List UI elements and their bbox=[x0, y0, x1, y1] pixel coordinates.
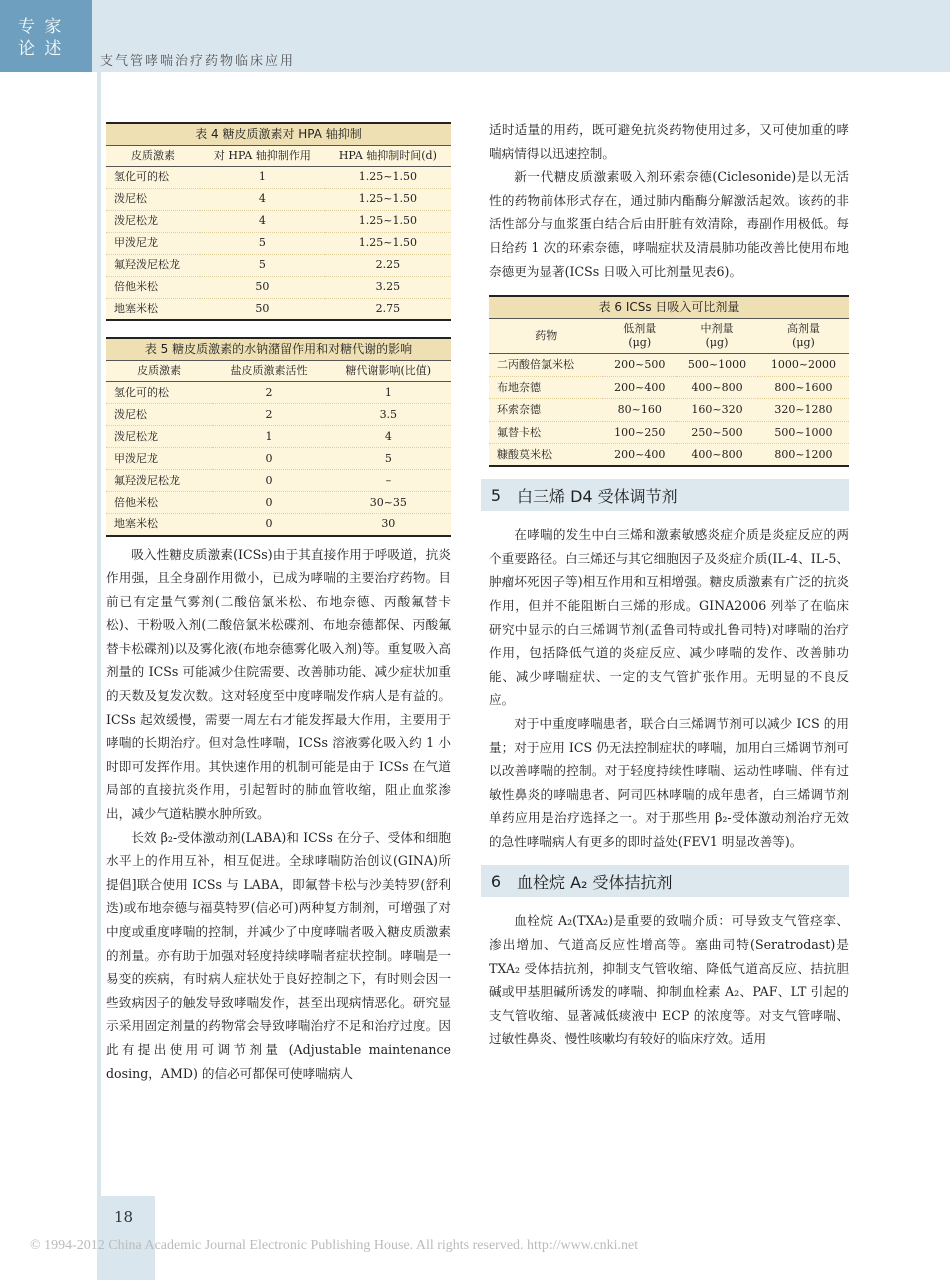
table-5-cell: 2 bbox=[212, 382, 325, 404]
table-4-cell: 1.25~1.50 bbox=[325, 188, 451, 210]
table-5-row bbox=[106, 448, 451, 470]
table-4-header: 对 HPA 轴抑制作用 bbox=[200, 146, 325, 167]
table-5-cell: 1 bbox=[326, 382, 451, 404]
badge-line-2: 论 述 bbox=[18, 39, 64, 59]
table-5-cell: 泼尼松 bbox=[106, 404, 212, 426]
table-6-cell: 糠酸莫米松 bbox=[489, 444, 603, 467]
paragraph: 新一代糖皮质激素吸入剂环索奈德(Ciclesonide)是以无活性的药物前体形式存在，通过肺内酯酶分解激活起效。该药的非活性部分与血浆蛋白结合后由肝脏有效清除，毒副作用极低。每日给药 1 次的环索奈德，哮喘症状及清晨肺功能改善比使用布地奈德更为显著(ICSs 日吸入可比剂量见表6)。 bbox=[489, 169, 849, 279]
table-6-cell: 800~1600 bbox=[758, 376, 849, 399]
table-5-cell: 4 bbox=[326, 426, 451, 448]
table-6-cell: 800~1200 bbox=[758, 444, 849, 467]
paragraph: 长效 β₂-受体激动剂(LABA)和 ICSs 在分子、受体和细胞水平上的作用互补，相互促进。全球哮喘防治创议(GINA)所提倡]联合使用 ICSs 与 LABA，即氟替卡松与沙美特罗(舒利迭)或布地奈德与福莫特罗(信必可)两种复方制剂，可增强了对中度或重度哮喘的控制，并减少了中度哮喘者吸入糖皮质激素的剂量。亦有助于加强对轻度持续哮喘者症状控制。哮喘是一易变的疾病，有时病人症状处于良好控制之下，有时则会因一些致病因子的触发导致哮喘发作，甚至出现病情恶化。研究显示采用固定剂量的药物常会导致哮喘治疗不足和治疗过度。因此有提出使用可调节剂量 (Adjustable maintenance dosing，AMD) 的信必可都保可使哮喘病人 bbox=[106, 829, 451, 1081]
table-4 bbox=[106, 122, 451, 321]
unit-label: (μg) bbox=[792, 336, 815, 350]
table-5-header: 盐皮质激素活性 bbox=[212, 361, 325, 382]
paragraph: 适时适量的用药，既可避免抗炎药物使用过多，又可使加重的哮喘病情得以迅速控制。 bbox=[489, 122, 849, 161]
table-5-caption: 表 5 糖皮质激素的水钠潴留作用和对糖代谢的影响 bbox=[106, 337, 451, 360]
table-4-caption: 表 4 糖皮质激素对 HPA 轴抑制 bbox=[106, 122, 451, 145]
section-6-heading bbox=[481, 865, 849, 897]
table-4-cell: 5 bbox=[200, 232, 325, 254]
table-6-cell: 1000~2000 bbox=[758, 354, 849, 377]
table-6-cell: 100~250 bbox=[603, 421, 676, 444]
table-4-cell: 50 bbox=[200, 298, 325, 320]
table-6-cell: 500~1000 bbox=[676, 354, 758, 377]
table-4-cell: 2.75 bbox=[325, 298, 451, 320]
table-4-row bbox=[106, 188, 451, 210]
table-6-cell: 200~400 bbox=[603, 376, 676, 399]
table-6-cell: 400~800 bbox=[676, 376, 758, 399]
table-6-row bbox=[489, 354, 849, 377]
table-4-row bbox=[106, 298, 451, 320]
table-6-header: 高剂量 (μg) bbox=[758, 319, 849, 354]
table-5 bbox=[106, 337, 451, 536]
table-4-row bbox=[106, 210, 451, 232]
section-title: 白三烯 D4 受体调节剂 bbox=[517, 486, 678, 506]
table-5-cell: 3.5 bbox=[326, 404, 451, 426]
table-5-cell: 2 bbox=[212, 404, 325, 426]
side-strip bbox=[97, 72, 101, 1280]
table-5-cell: 30 bbox=[326, 514, 451, 536]
left-body-text bbox=[106, 543, 451, 1086]
table-5-cell: 氟羟泼尼松龙 bbox=[106, 470, 212, 492]
table-4-cell: 2.25 bbox=[325, 254, 451, 276]
table-6-header: 药物 bbox=[489, 319, 603, 354]
table-5-cell: 氢化可的松 bbox=[106, 382, 212, 404]
table-6 bbox=[489, 295, 849, 467]
table-4-cell: 倍他米松 bbox=[106, 276, 200, 298]
table-5-header: 糖代谢影响(比值) bbox=[326, 361, 451, 382]
paragraph: 血栓烷 A₂(TXA₂)是重要的致喘介质：可导致支气管痉挛、渗出增加、气道高反应性增高等。塞曲司特(Seratrodast)是 TXA₂ 受体拮抗剂，抑制支气管收缩、降低气道高反应、拮抗胆碱或甲基胆碱所诱发的哮喘、抑制血栓素 A₂、PAF、LT 引起的支气管收缩、显著减低痰液中 ECP 的浓度等。对支气管哮喘、过敏性鼻炎、慢性咳嗽均有较好的临床疗效。适用 bbox=[489, 913, 849, 1047]
table-4-cell: 甲泼尼龙 bbox=[106, 232, 200, 254]
table-4-row bbox=[106, 166, 451, 188]
table-4-cell: 地塞米松 bbox=[106, 298, 200, 320]
table-6-cell: 200~500 bbox=[603, 354, 676, 377]
table-4-cell: 1 bbox=[200, 166, 325, 188]
table-6-header: 中剂量 (μg) bbox=[676, 319, 758, 354]
table-5-row bbox=[106, 470, 451, 492]
right-column bbox=[489, 118, 849, 1051]
running-title: 支气管哮喘治疗药物临床应用 bbox=[100, 54, 296, 69]
table-4-cell: 泼尼松 bbox=[106, 188, 200, 210]
table-6-cell: 500~1000 bbox=[758, 421, 849, 444]
section-number: 6 bbox=[490, 871, 502, 891]
paragraph: 吸入性糖皮质激素(ICSs)由于其直接作用于呼吸道，抗炎作用强，且全身副作用微小，已成为哮喘的主要治疗药物。目前已有定量气雾剂(二酸倍氯米松、布地奈德、丙酸氟替卡松)、干粉吸入剂(二酸倍氯米松碟剂、布地奈德都保、丙酸氟替卡松碟剂)以及雾化液(布地奈德雾化吸入剂)等。重复吸入高剂量的 ICSs 可能减少住院需要、改善肺功能、减少症状加重的天数及复发次数。这对轻度至中度哮喘发作病人是有益的。ICSs 起效缓慢，需要一周左右才能发挥最大作用，主要用于哮喘的长期治疗。但对急性哮喘，ICSs 溶液雾化吸入约 1 小时即可发挥作用。其快速作用的机制可能是由于 ICSs 在气道局部的直接抗炎作用，引起暂时的肺血管收缩，阻止血浆渗出，减少气道粘膜水肿所致。 bbox=[106, 546, 451, 822]
table-5-row bbox=[106, 514, 451, 536]
table-5-cell: 1 bbox=[212, 426, 325, 448]
table-4-cell: 50 bbox=[200, 276, 325, 298]
table-6-cell: 氟替卡松 bbox=[489, 421, 603, 444]
table-5-cell: – bbox=[326, 470, 451, 492]
section-6-body bbox=[489, 909, 849, 1051]
table-4-cell: 泼尼松龙 bbox=[106, 210, 200, 232]
table-5-row bbox=[106, 382, 451, 404]
paragraph: 在哮喘的发生中白三烯和激素敏感炎症介质是炎症反应的两个重要路径。白三烯还与其它细胞因子及炎症介质(IL-4、IL-5、肿瘤坏死因子等)相互作用和互相增强。糖皮质激素有广泛的抗炎作用，但并不能阻断白三烯的形成。GINA2006 列举了在临床研究中显示的白三烯调节剂(孟鲁司特或扎鲁司特)对哮喘的治疗作用，包括降低气道的炎症反应、减少哮喘的发作、改善肺功能、减少哮喘症状、一定的支气管扩张作用。无明显的不良反应。 bbox=[489, 527, 849, 708]
table-4-row bbox=[106, 232, 451, 254]
table-4-cell: 氟羟泼尼松龙 bbox=[106, 254, 200, 276]
table-6-row bbox=[489, 399, 849, 422]
table-5-cell: 甲泼尼龙 bbox=[106, 448, 212, 470]
section-5-heading bbox=[481, 479, 849, 511]
table-6-cell: 布地奈德 bbox=[489, 376, 603, 399]
unit-label: (μg) bbox=[705, 336, 729, 350]
table-6-cell: 320~1280 bbox=[758, 399, 849, 422]
table-4-cell: 5 bbox=[200, 254, 325, 276]
table-4-header: 皮质激素 bbox=[106, 146, 200, 167]
table-6-cell: 环索奈德 bbox=[489, 399, 603, 422]
unit-label: (μg) bbox=[628, 336, 652, 350]
table-5-header: 皮质激素 bbox=[106, 361, 212, 382]
table-6-cell: 二丙酸倍氯米松 bbox=[489, 354, 603, 377]
table-6-header: 低剂量 (μg) bbox=[603, 319, 676, 354]
table-4-row bbox=[106, 276, 451, 298]
right-body-text-top bbox=[489, 118, 849, 283]
section-title: 血栓烷 A₂ 受体拮抗剂 bbox=[517, 872, 673, 892]
table-5-row bbox=[106, 404, 451, 426]
table-6-cell: 400~800 bbox=[676, 444, 758, 467]
table-5-row bbox=[106, 426, 451, 448]
table-6-caption: 表 6 ICSs 日吸入可比剂量 bbox=[489, 295, 849, 318]
table-4-cell: 氢化可的松 bbox=[106, 166, 200, 188]
table-5-cell: 泼尼松龙 bbox=[106, 426, 212, 448]
table-6-row bbox=[489, 421, 849, 444]
table-5-cell: 30~35 bbox=[326, 492, 451, 514]
table-4-row bbox=[106, 254, 451, 276]
table-4-cell: 1.25~1.50 bbox=[325, 210, 451, 232]
table-5-cell: 5 bbox=[326, 448, 451, 470]
table-6-row bbox=[489, 444, 849, 467]
section-number: 5 bbox=[490, 485, 502, 505]
table-5-cell: 地塞米松 bbox=[106, 514, 212, 536]
column-badge bbox=[0, 0, 92, 72]
table-6-cell: 80~160 bbox=[603, 399, 676, 422]
table-5-cell: 0 bbox=[212, 514, 325, 536]
table-5-cell: 0 bbox=[212, 448, 325, 470]
table-4-header: HPA 轴抑制时间(d) bbox=[325, 146, 451, 167]
left-column bbox=[106, 122, 451, 1085]
table-4-cell: 4 bbox=[200, 210, 325, 232]
table-5-cell: 倍他米松 bbox=[106, 492, 212, 514]
table-6-cell: 250~500 bbox=[676, 421, 758, 444]
page-number: 18 bbox=[114, 1208, 134, 1226]
table-4-cell: 1.25~1.50 bbox=[325, 232, 451, 254]
table-6-cell: 200~400 bbox=[603, 444, 676, 467]
copyright-footer: © 1994-2012 China Academic Journal Electronic Publishing House. All rights reserved. http://www.cnki.net bbox=[30, 1238, 639, 1253]
table-4-cell: 4 bbox=[200, 188, 325, 210]
table-5-row bbox=[106, 492, 451, 514]
table-5-cell: 0 bbox=[212, 470, 325, 492]
table-5-cell: 0 bbox=[212, 492, 325, 514]
badge-line-1: 专 家 bbox=[18, 17, 64, 37]
table-4-cell: 3.25 bbox=[325, 276, 451, 298]
section-5-body bbox=[489, 523, 849, 853]
table-4-cell: 1.25~1.50 bbox=[325, 166, 451, 188]
table-6-cell: 160~320 bbox=[676, 399, 758, 422]
table-6-row bbox=[489, 376, 849, 399]
paragraph: 对于中重度哮喘患者，联合白三烯调节剂可以减少 ICS 的用量；对于应用 ICS 仍无法控制症状的哮喘，加用白三烯调节剂可以改善哮喘的控制。对于轻度持续性哮喘、运动性哮喘、伴有过敏性鼻炎的哮喘患者、阿司匹林哮喘的成年患者，白三烯调节剂单药应用是治疗选择之一。对于那些用 β₂-受体激动剂治疗无效的急性哮喘病人有更多的即时益处(FEV1 明显改善等)。 bbox=[489, 715, 849, 849]
